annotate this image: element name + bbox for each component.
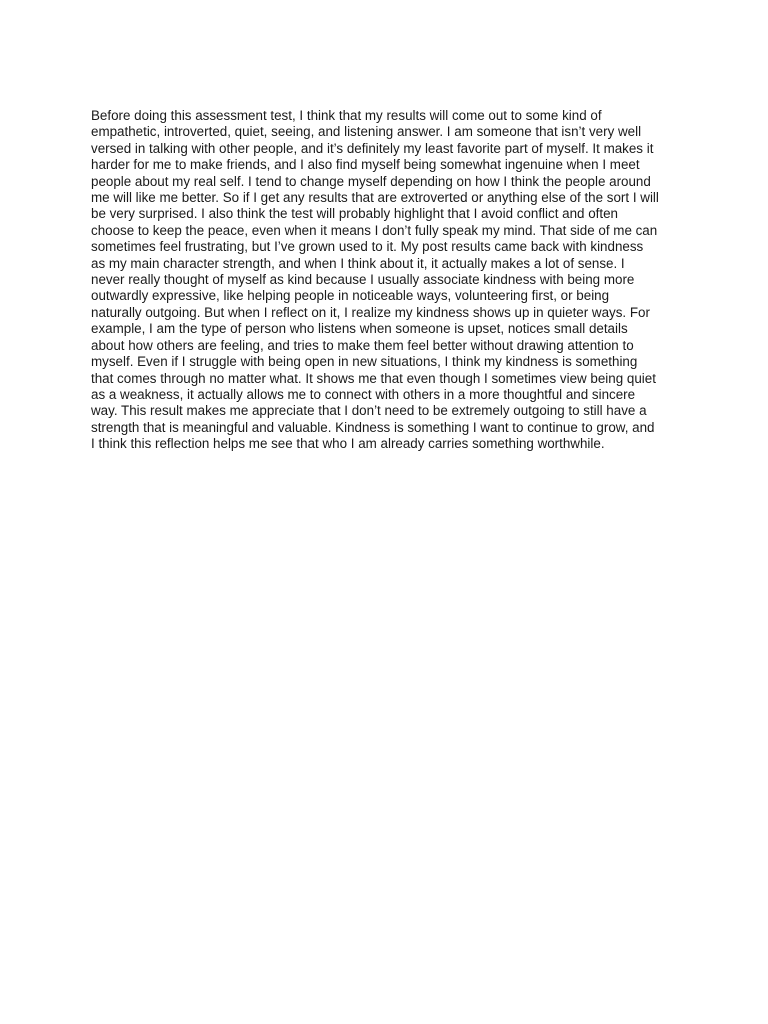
body-paragraph: Before doing this assessment test, I think that my results will come out to some kind of empathetic, introverted, quiet, seeing, and listening answer. I am someone that isn’t very well versed in talking with other people, and it’s definitely my least favorite part of myself. It makes it harder for me to make friends, and I also find myself being somewhat ingenuine when I meet people about my real self. I tend to change myself depending on how I think the people around me will like me better. So if I get any results that are extroverted or anything else of the sort I will be very surprised. I also think the test will probably highlight that I avoid conflict and often choose to keep the peace, even when it means I don’t fully speak my mind. That side of me can sometimes feel frustrating, but I’ve grown used to it. My post results came back with kindness as my main character strength, and when I think about it, it actually makes a lot of sense. I never really thought of myself as kind because I usually associate kindness with being more outwardly expressive, like helping people in noticeable ways, volunteering first, or being naturally outgoing. But when I reflect on it, I realize my kindness shows up in quieter ways. For example, I am the type of person who listens when someone is upset, notices small details about how others are feeling, and tries to make them feel better without drawing attention to myself. Even if I struggle with being open in new situations, I think my kindness is something that comes through no matter what. It shows me that even though I sometimes view being quiet as a weakness, it actually allows me to connect with others in a more thoughtful and sincere way. This result makes me appreciate that I don’t need to be extremely outgoing to still have a strength that is meaningful and valuable. Kindness is something I want to continue to grow, and I think this reflection helps me see that who I am already carries something worthwhile. xyxy=(91,108,659,452)
